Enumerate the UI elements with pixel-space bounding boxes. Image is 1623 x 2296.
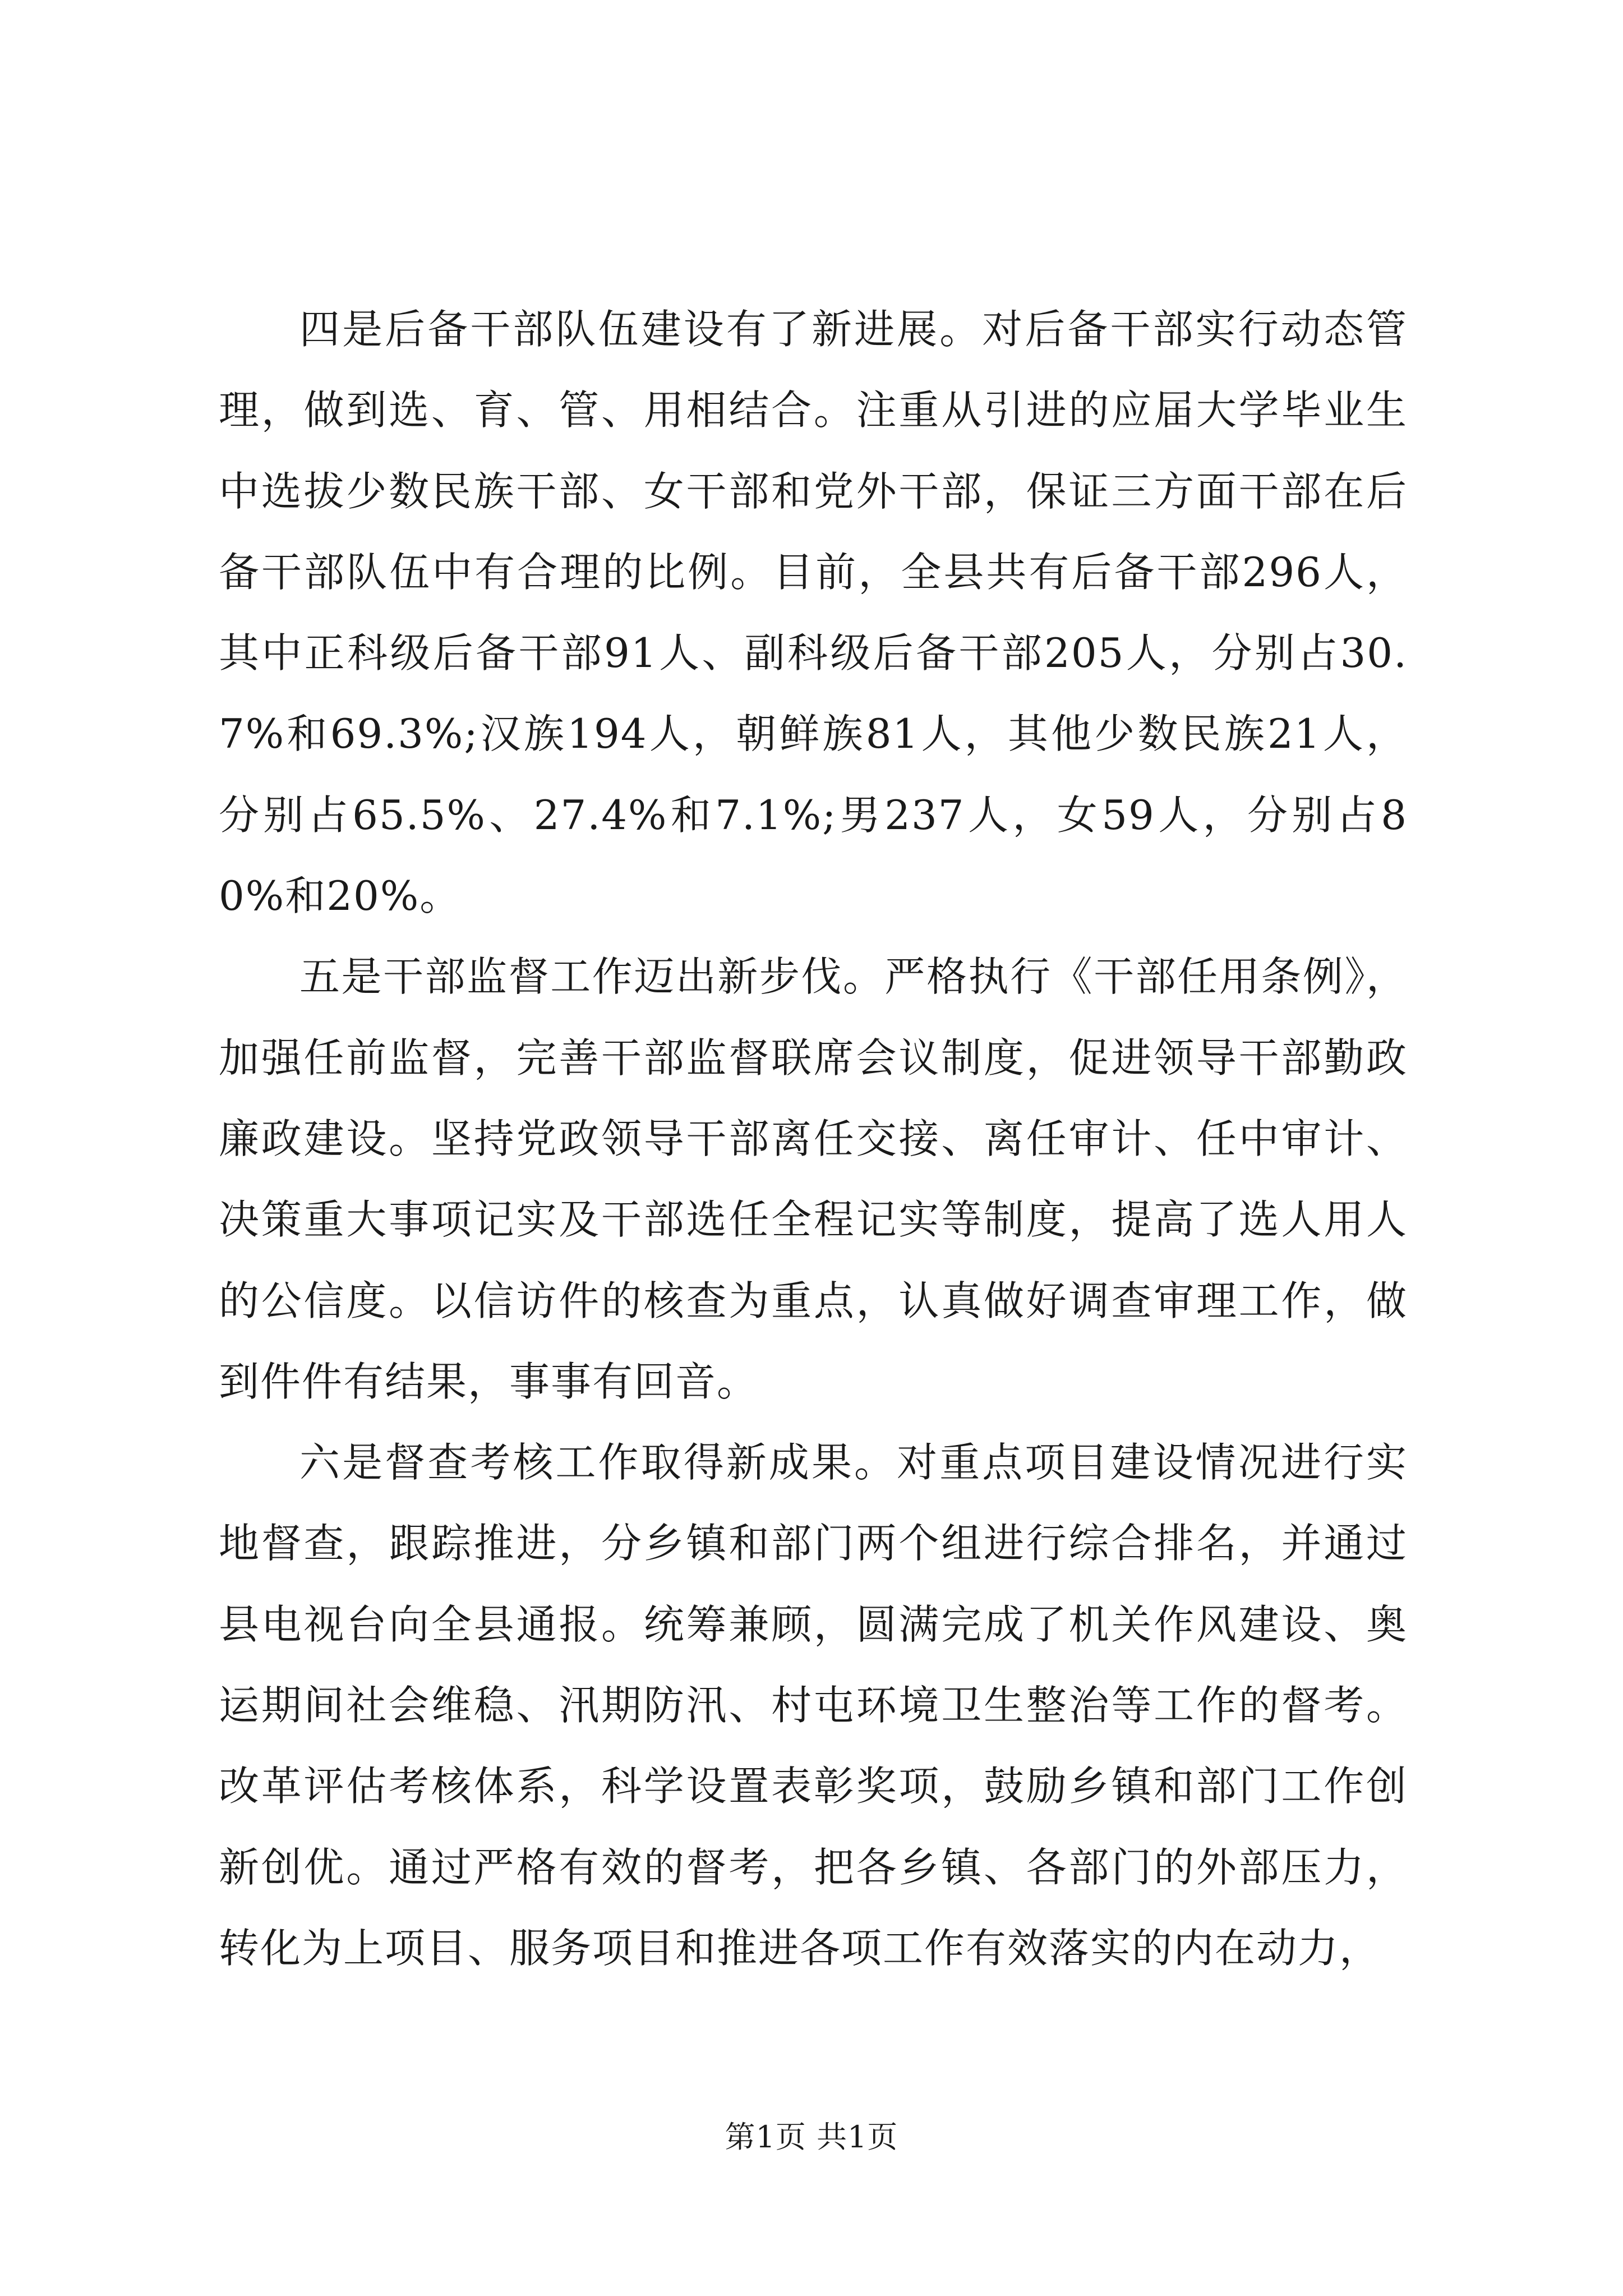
paragraph-inspection-assessment: 六是督查考核工作取得新成果。对重点项目建设情况进行实地督查，跟踪推进，分乡镇和部门两个组进行综合排名，并通过县电视台向全县通报。统筹兼顾，圆满完成了机关作风建设、奥运期间社会维稳、汛期防汛、村屯环境卫生整治等工作的督考。改革评估考核体系，科学设置表彰奖项，鼓励乡镇和部门工作创新创优。通过严格有效的督考，把各乡镇、各部门的外部压力，转化为上项目、服务项目和推进各项工作有效落实的内在动力， — [219, 1439, 1408, 1972]
document-body — [219, 289, 1408, 1989]
paragraph-reserve-cadres: 四是后备干部队伍建设有了新进展。对后备干部实行动态管理，做到选、育、管、用相结合。注重从引进的应届大学毕业生中选拔少数民族干部、女干部和党外干部，保证三方面干部在后备干部队伍中有合理的比例。目前，全县共有后备干部296人，其中正科级后备干部91人、副科级后备干部205人，分别占30.7%和69.3%;汉族194人，朝鲜族81人，其他少数民族21人，分别占65.5%、27.4%和7.1%;男237人，女59人，分别占80%和20%。 — [219, 306, 1408, 920]
page-footer: 第1页 共1页 — [725, 2119, 898, 2155]
paragraph-cadre-supervision: 五是干部监督工作迈出新步伐。严格执行《干部任用条例》，加强任前监督，完善干部监督联席会议制度，促进领导干部勤政廉政建设。坚持党政领导干部离任交接、离任审计、任中审计、决策重大事项记实及干部选任全程记实等制度，提高了选人用人的公信度。以信访件的核查为重点，认真做好调查审理工作，做到件件有结果，事事有回音。 — [219, 953, 1408, 1405]
